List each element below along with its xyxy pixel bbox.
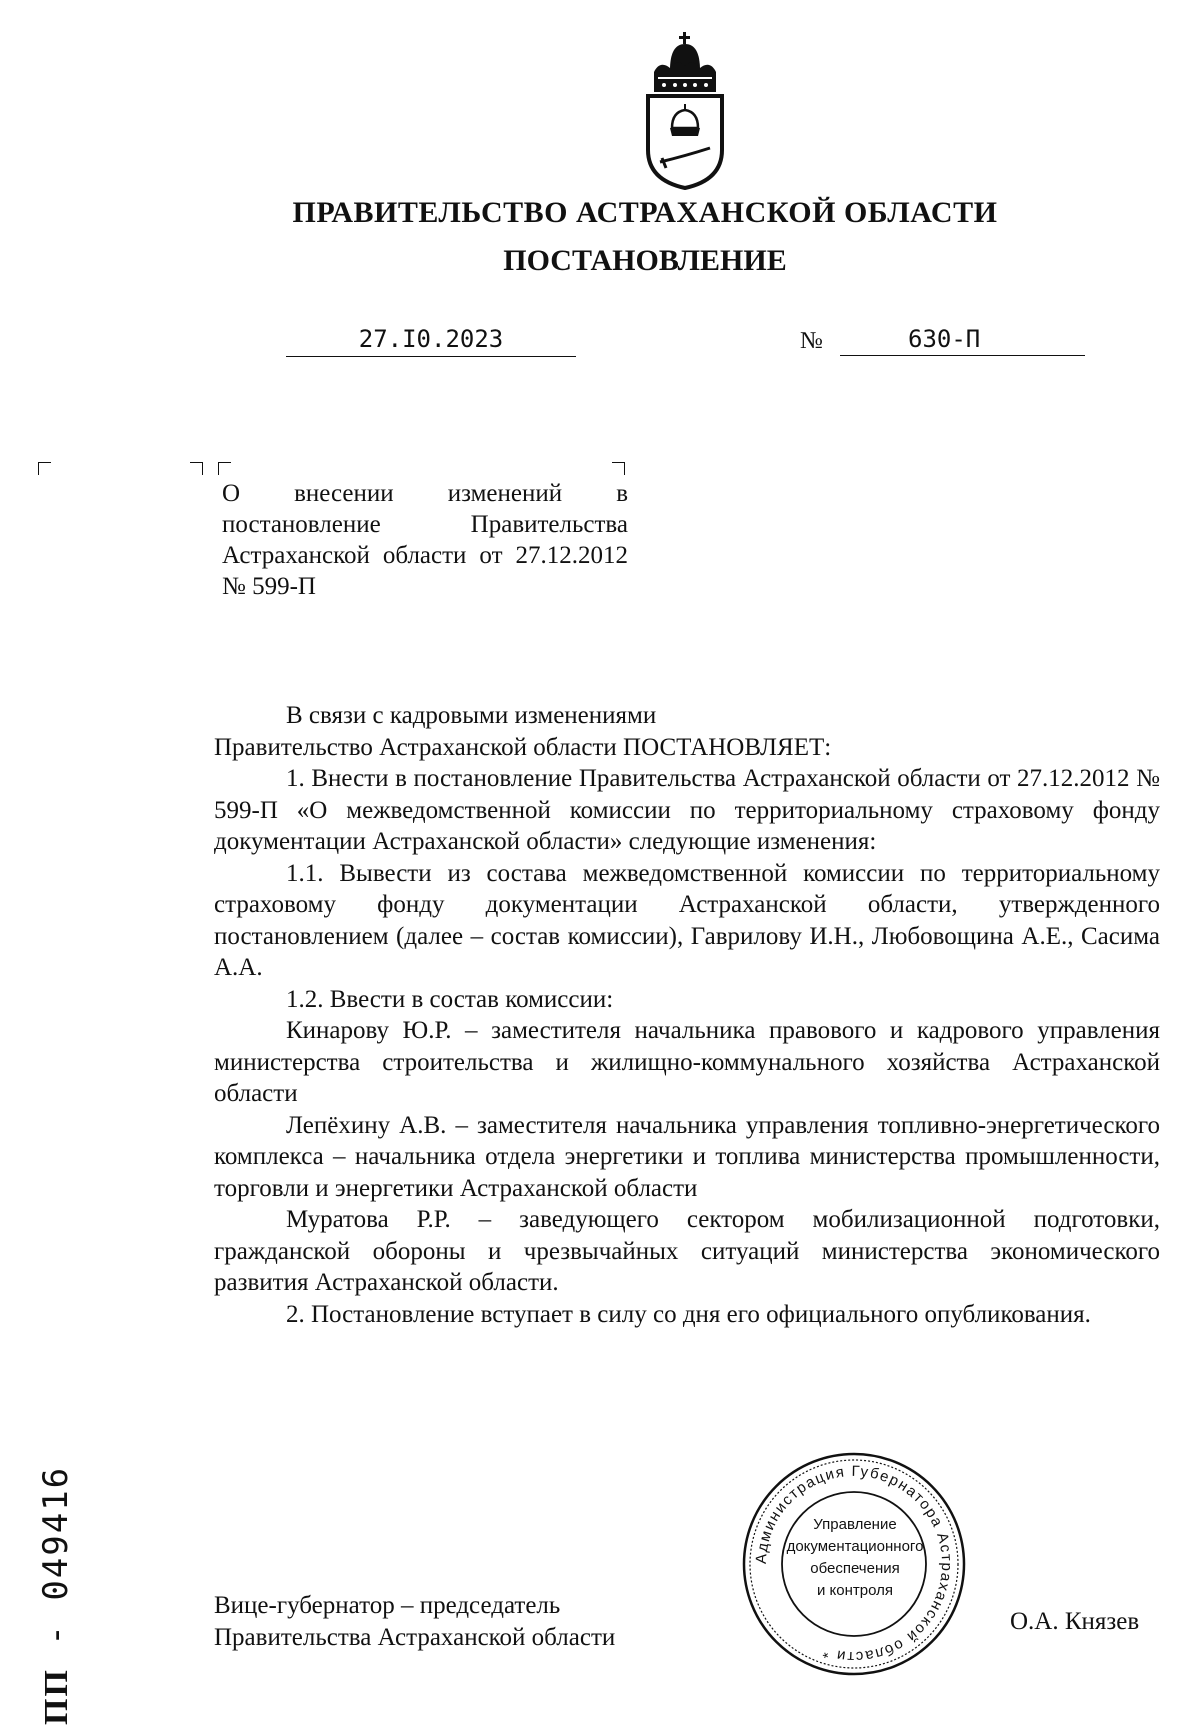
corner-mark [190, 462, 203, 475]
body-paragraph: В связи с кадровыми изменениями [286, 702, 657, 729]
stamp-ring-text: Администрация Губернатора Астраханской области * [752, 1462, 956, 1666]
body-paragraph: Муратова Р.Р. – заведующего сектором мобилизационной подготовки, гражданской обороны и чрезвычайных ситуаций министерства экономического развития Астраханской области. [214, 1206, 1160, 1296]
body-paragraph: Правительство Астраханской области ПОСТАНОВЛЯЕТ: [214, 733, 832, 761]
stamp-line: и контроля [816, 1582, 893, 1599]
document-subject: О внесении изменений в постановление Правительства Астраханской области от 27.12.2012 № 599-П [222, 480, 628, 600]
stamp-line: документационного [786, 1538, 924, 1555]
signatory-position [214, 1590, 615, 1654]
government-title: ПРАВИТЕЛЬСТВО АСТРАХАНСКОЙ ОБЛАСТИ [292, 196, 998, 229]
document-date: 27.I0.2023 [286, 322, 576, 357]
stamp-line: обеспечения [810, 1560, 900, 1577]
number-sign: № [800, 328, 823, 354]
corner-mark [612, 462, 625, 475]
body-paragraph: 1. Внести в постановление Правительства Астраханской области от 27.12.2012 № 599-П «О межведомственной комиссии по территориальному страховому фонду документации Астраханской области» следующие изменения: [214, 765, 1160, 855]
body-paragraph: 1.2. Ввести в состав комиссии: [286, 985, 614, 1013]
body-paragraph: Лепёхину А.В. – заместителя начальника управления топливно-энергетического комплекса – начальника отдела энергетики и топлива министерства промышленности, торговли и энергетики Астраханской области [214, 1111, 1160, 1202]
body-paragraph: 2. Постановление вступает в силу со дня его официального опубликования. [286, 1300, 1091, 1328]
stamp-center-text [775, 1514, 935, 1602]
corner-mark [218, 462, 231, 475]
serial-prefix: ПП [38, 1668, 75, 1725]
corner-mark [38, 462, 51, 475]
serial-digits: - 049416 [36, 1465, 76, 1646]
coat-of-arms-emblem [640, 30, 730, 190]
body-paragraph: Кинарову Ю.Р. – заместителя начальника правового и кадрового управления министерства строительства и жилищно-коммунального хозяйства Астраханской области [214, 1017, 1160, 1107]
body-paragraph: 1.1. Вывести из состава межведомственной комиссии по территориальному страховому фонду документации Астраханской области, утвержденного постановлением (далее – состав комиссии), Гаврилову И.Н., Любовощина А.Е., Сасима А.А. [214, 859, 1160, 981]
blank-serial-number [36, 1466, 76, 1725]
document-number: 630-П [840, 322, 1085, 356]
signatory-position-line: Вице-губернатор – председатель [214, 1592, 561, 1619]
signatory-position-line: Правительства Астраханской области [214, 1624, 616, 1651]
document-body [214, 700, 1160, 1330]
stamp-line: Управление [813, 1516, 897, 1533]
signatory-name: О.А. Князев [1010, 1608, 1140, 1635]
document-type: ПОСТАНОВЛЕНИЕ [503, 244, 787, 277]
